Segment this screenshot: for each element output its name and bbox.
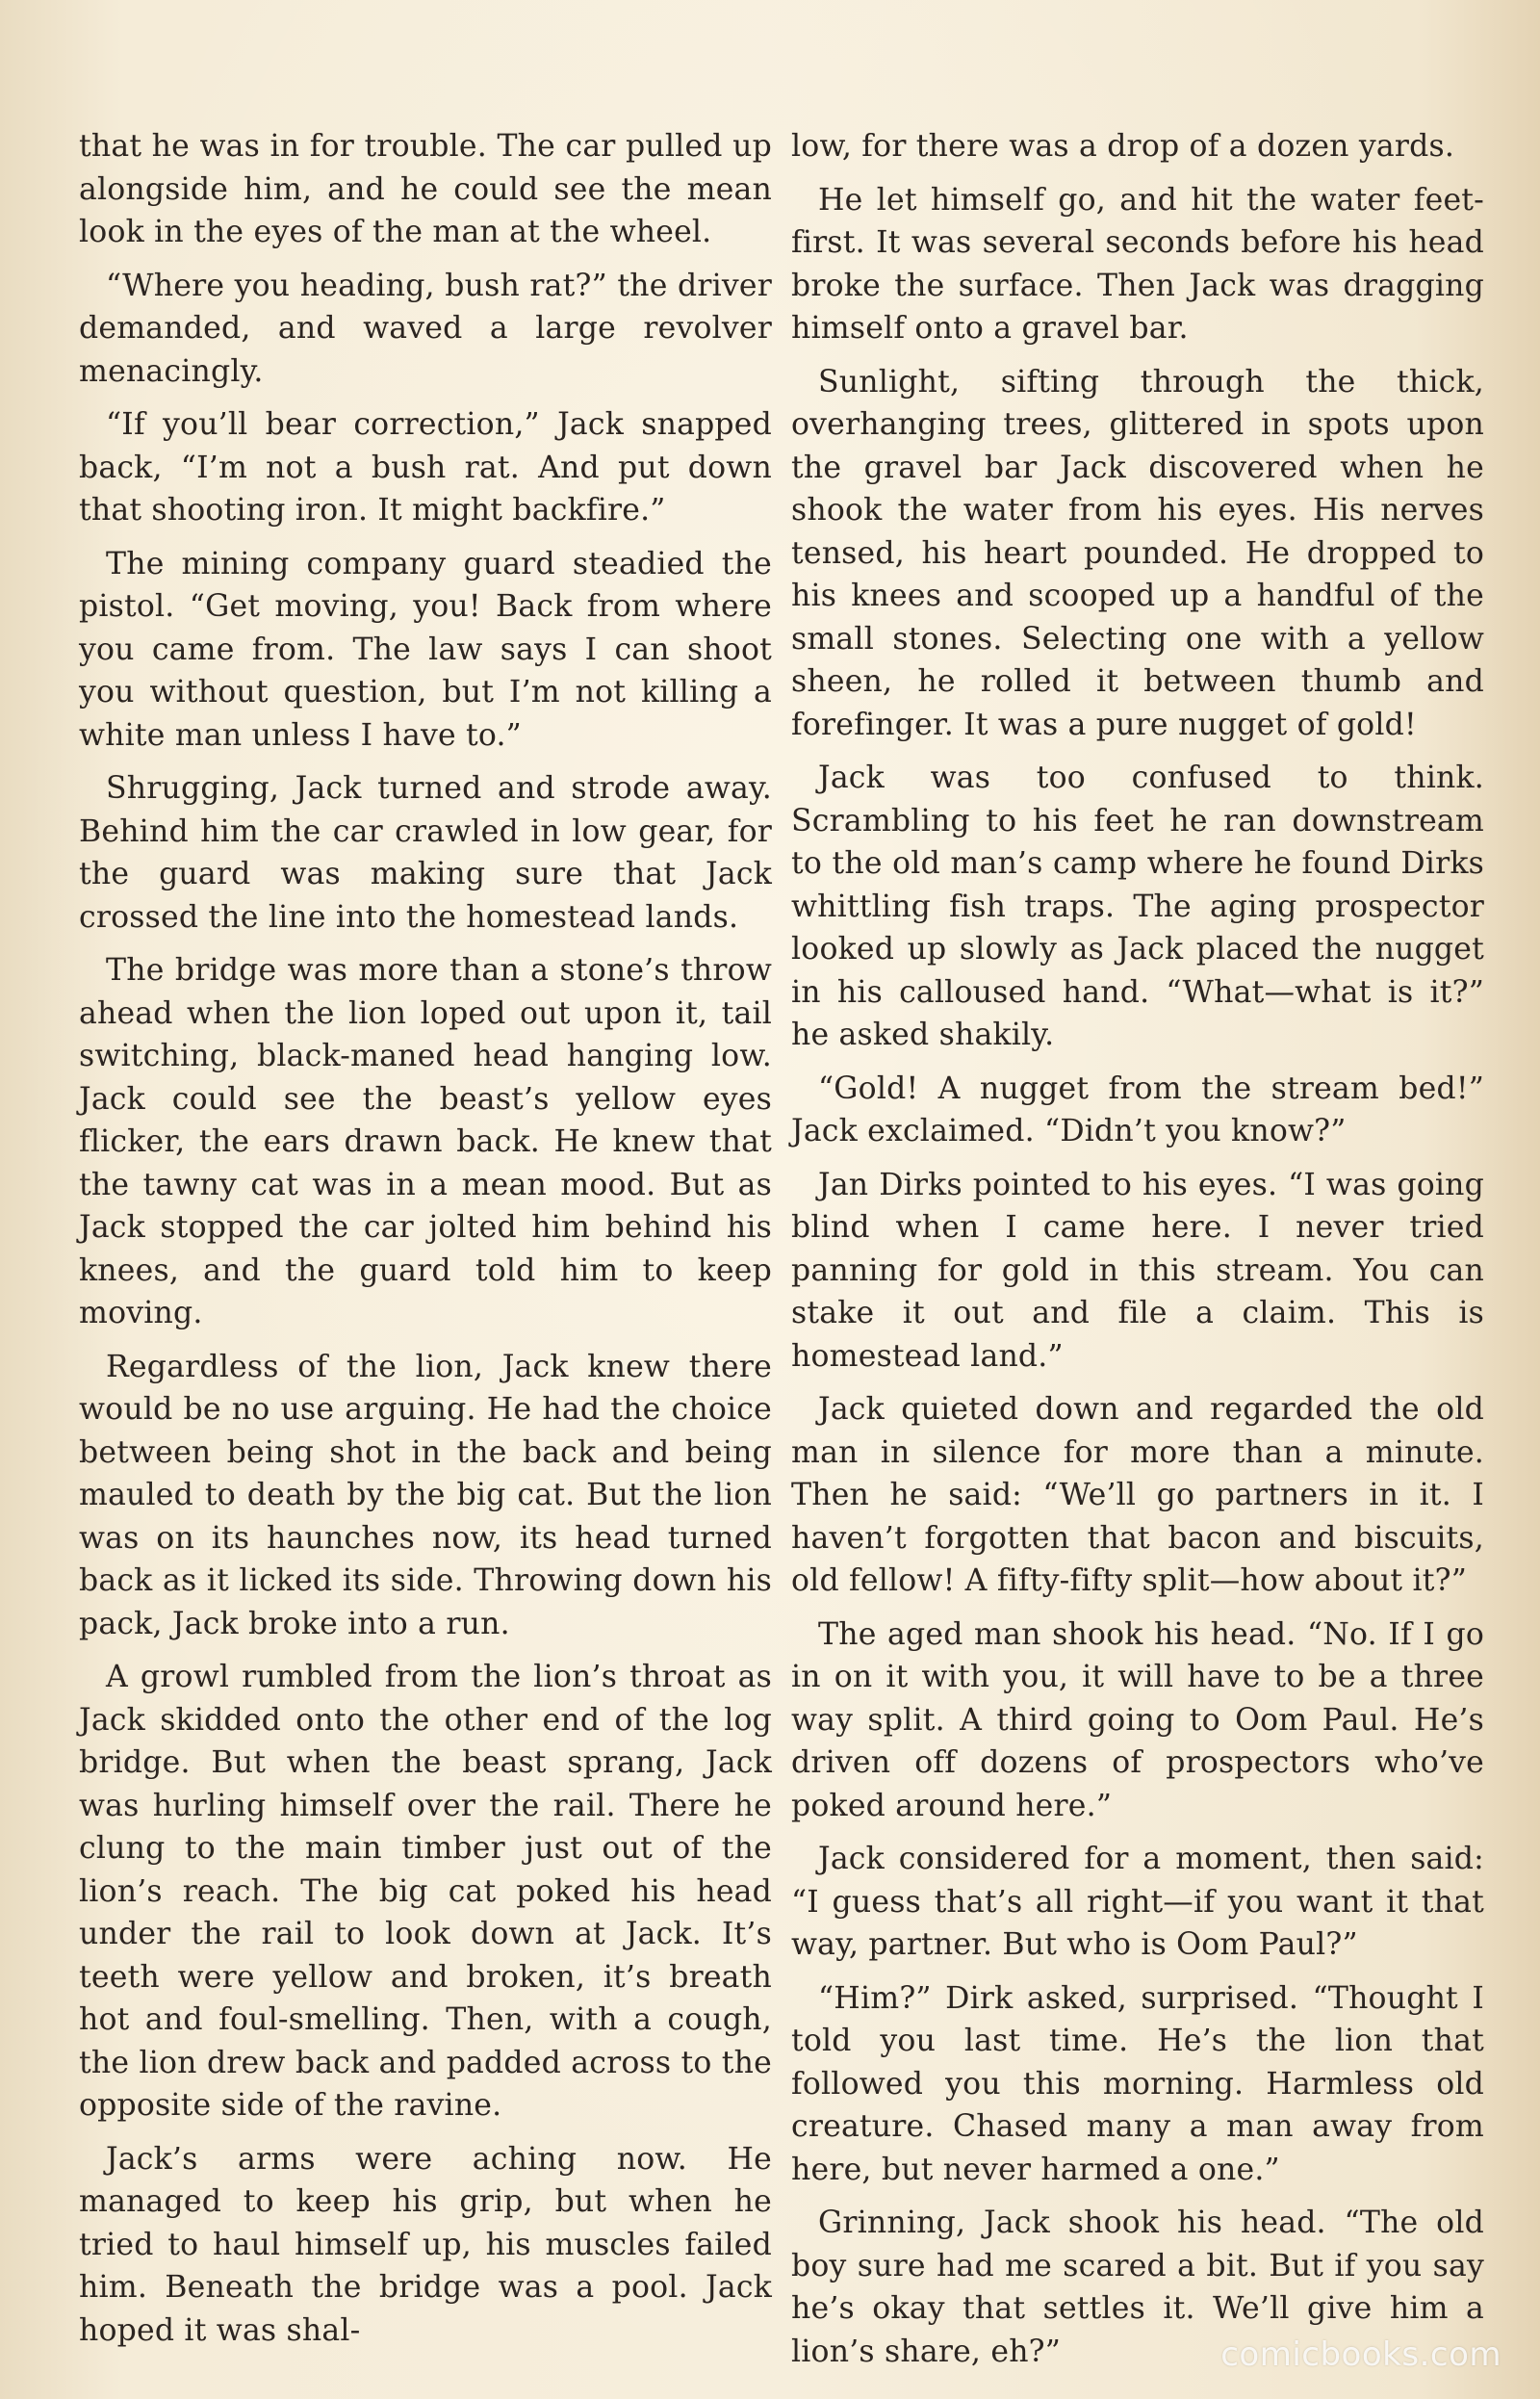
paragraph: that he was in for trouble. The car pulled up alongside him, and he could see the mean look in the eyes of the man at the wheel. [79, 129, 772, 249]
paragraph: Jack was too confused to think. Scrambling to his feet he ran downstream to the old man’s camp where he found Dirks whittling fish traps. The aging prospector looked up slowly as Jack placed the nugget in his calloused hand. “What—what is it?” he asked shakily. [791, 761, 1484, 1052]
paragraph: Jack quieted down and regarded the old man in silence for more than a minute. Then he said: “We’ll go partners in it. I haven’t forgotten that bacon and biscuits, old fellow! A fifty-fifty split—how about it?” [791, 1392, 1484, 1598]
right-text-column [791, 125, 1484, 2384]
left-text-column [79, 125, 772, 2362]
paragraph: Regardless of the lion, Jack knew there would be no use arguing. He had the choice between being shot in the back and being mauled to death by the big cat. But the lion was on its haunches now, its head turned back as it licked its side. Throwing down his pack, Jack broke into a run. [79, 1349, 772, 1641]
paragraph: The bridge was more than a stone’s throw ahead when the lion loped out upon it, tail switching, black-maned head hanging low. Jack could see the beast’s yellow eyes flicker, the ears drawn back. He knew that the tawny cat was in a mean mood. But as Jack stopped the car jolted him behind his knees, and the guard told him to keep moving. [79, 953, 772, 1330]
paragraph: Jack considered for a moment, then said: “I guess that’s all right—if you want it that way, partner. But who is Oom Paul?” [791, 1842, 1484, 1962]
paragraph: “Gold! A nugget from the stream bed!” Jack exclaimed. “Didn’t you know?” [791, 1071, 1484, 1148]
paragraph: Sunlight, sifting through the thick, overhanging trees, glittered in spots upon the gravel bar Jack discovered when he shook the water from his eyes. His nerves tensed, his heart pounded. He dropped to his knees and scooped up a handful of the small stones. Selecting one with a yellow sheen, he rolled it between thumb and forefinger. It was a pure nugget of gold! [791, 364, 1484, 742]
paragraph: low, for there was a drop of a dozen yards. [791, 129, 1455, 164]
paragraph: “Where you heading, bush rat?” the driver demanded, and waved a large revolver menacingly. [79, 268, 772, 389]
paragraph: “If you’ll bear correction,” Jack snapped back, “I’m not a bush rat. And put down that shooting iron. It might backfire.” [79, 407, 772, 528]
paragraph: He let himself go, and hit the water feet-first. It was several seconds before his head broke the surface. Then Jack was dragging himself onto a gravel bar. [791, 182, 1484, 346]
paragraph: A growl rumbled from the lion’s throat as Jack skidded onto the other end of the log bridge. But when the beast sprang, Jack was hurling himself over the rail. There he clung to the main timber just out of the lion’s reach. The big cat poked his head under the rail to look down at Jack. It’s teeth were yellow and broken, it’s breath hot and foul-smelling. Then, with a cough, the lion drew back and padded across to the opposite side of the ravine. [79, 1660, 772, 2123]
paragraph: Jack’s arms were aching now. He managed to keep his grip, but when he tried to haul himself up, his muscles failed him. Beneath the bridge was a pool. Jack hoped it was shal- [79, 2141, 772, 2348]
paragraph: Jan Dirks pointed to his eyes. “I was going blind when I came here. I never tried panning for gold in this stream. You can stake it out and file a claim. This is homestead land.” [791, 1167, 1484, 1374]
paragraph: Grinning, Jack shook his head. “The old boy sure had me scared a bit. But if you say he’s okay that settles it. We’ll give him a lion’s share, eh?” [791, 2206, 1484, 2369]
paragraph: The aged man shook his head. “No. If I go in on it with you, it will have to be a three way split. A third going to Oom Paul. He’s driven off dozens of prospectors who’ve poked around here.” [791, 1616, 1484, 1823]
site-watermark: comicbooks.com [1220, 2335, 1502, 2374]
paragraph: The mining company guard steadied the pistol. “Get moving, you! Back from where you came from. The law says I can shoot you without question, but I’m not killing a white man unless I have to.” [79, 546, 772, 753]
paragraph: “Him?” Dirk asked, surprised. “Thought I told you last time. He’s the lion that followed you this morning. Harmless old creature. Chased many a man away from here, but never harmed a one.” [791, 1980, 1484, 2187]
paragraph: Shrugging, Jack turned and strode away. Behind him the car crawled in low gear, for the guard was making sure that Jack crossed the line into the homestead lands. [79, 771, 772, 935]
